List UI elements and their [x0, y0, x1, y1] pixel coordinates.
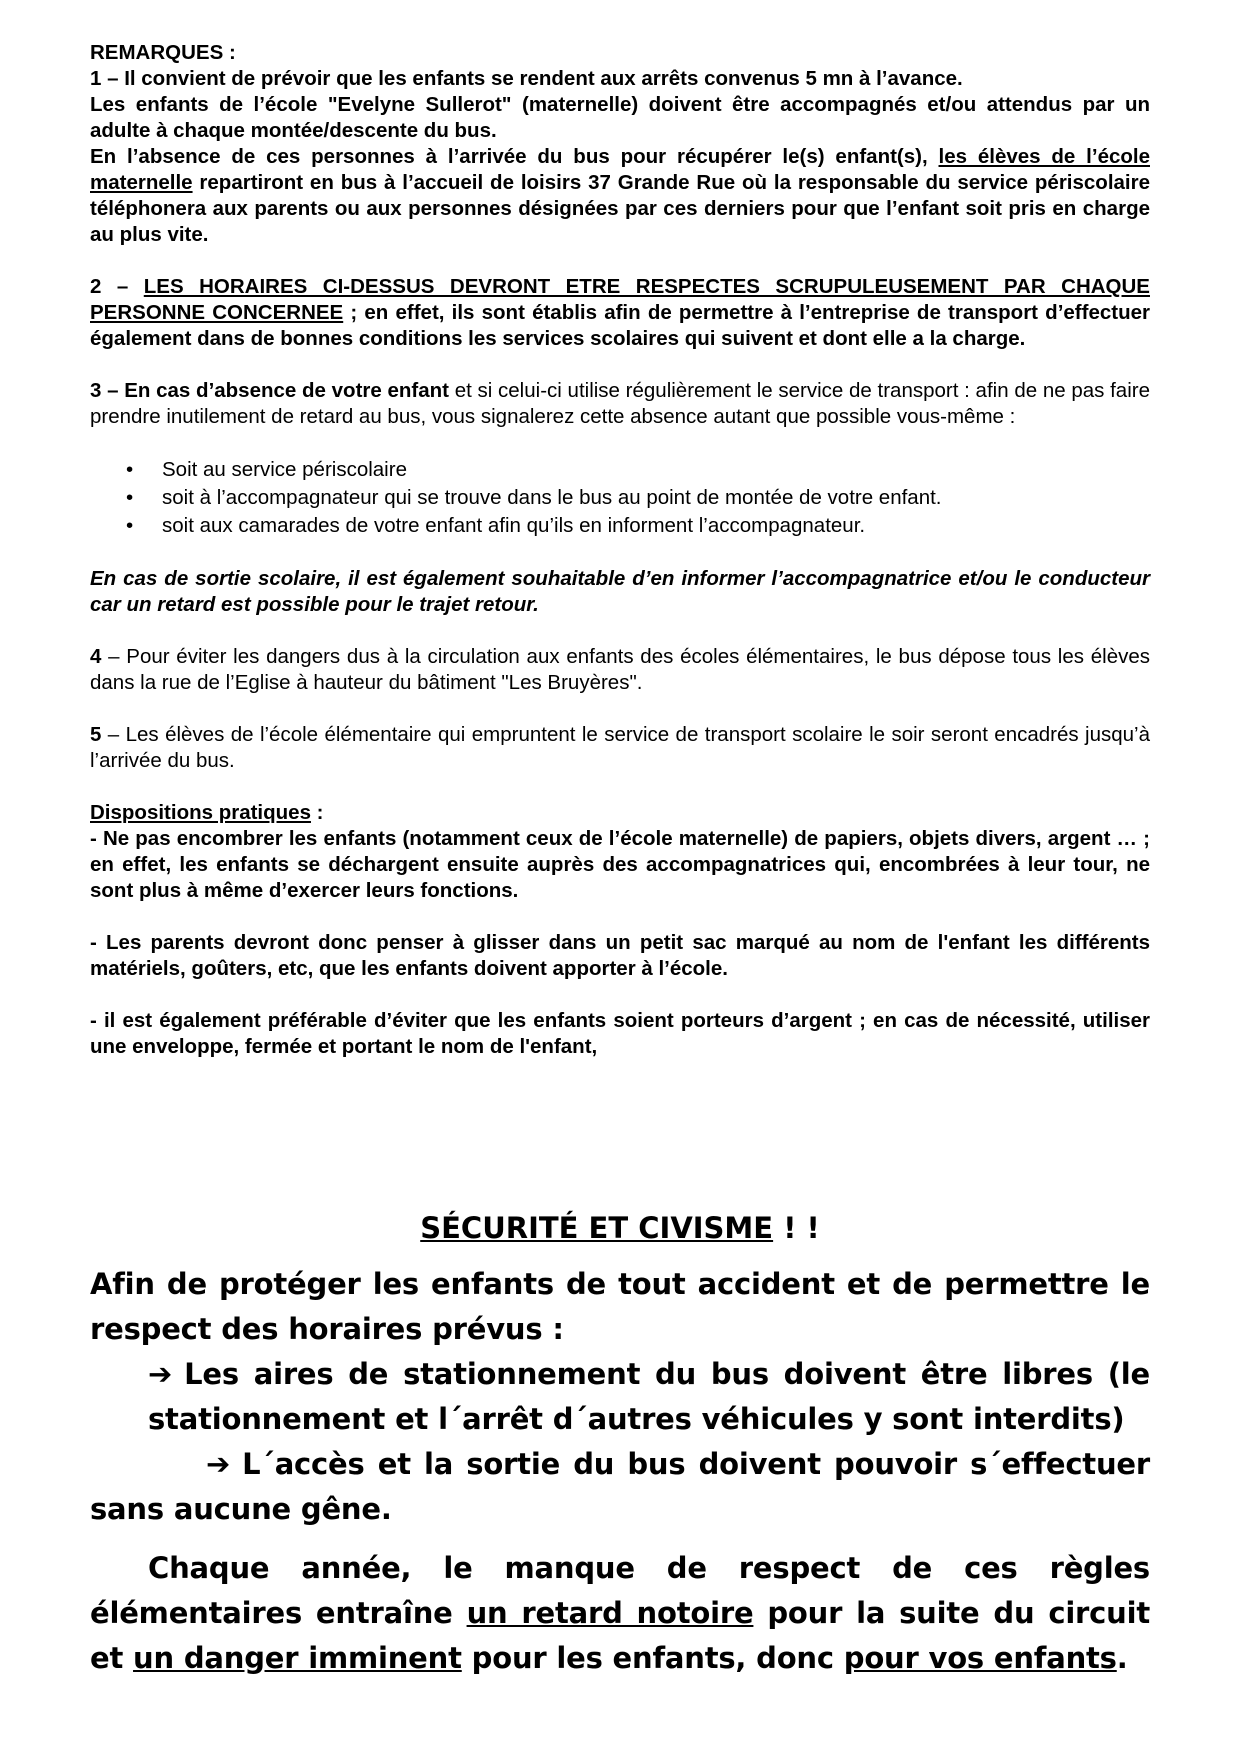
rule-2: ➔ L´accès et la sortie du bus doivent pouvoir s´effectuer sans aucune gêne.	[90, 1442, 1150, 1532]
dispositions-p3: - il est également préférable d’éviter que les enfants soient porteurs d’argent ; en cas de nécessité, utiliser une enveloppe, fermée et portant le nom de l'enfant,	[90, 1009, 1150, 1058]
item2-prefix: 2 –	[90, 275, 144, 298]
list-item: • soit à l’accompagnateur qui se trouve dans le bus au point de montée de votre enfant.	[162, 484, 1150, 512]
closing-underlined-3: pour vos enfants	[843, 1641, 1117, 1675]
item3-bold: 3 – En cas d’absence de votre enfant	[90, 379, 449, 402]
item3	[90, 378, 1150, 430]
item4-number: 4	[90, 645, 102, 668]
securite-section	[90, 1208, 1150, 1681]
item1-line3-b: repartiront en bus à l’accueil de loisirs 37 Grande Rue où la responsable du service périscolaire téléphonera aux parents ou aux personnes désignées par ces derniers pour que l’enfant soit pris en charge au plus vite.	[90, 171, 1150, 246]
remarques-heading: REMARQUES :	[90, 41, 236, 64]
item1-underlined: les élèves de l’école maternelle	[90, 145, 1150, 194]
bullet-icon: •	[126, 458, 134, 481]
arrow-right-icon: ➔	[206, 1447, 231, 1481]
bullet-icon: •	[126, 514, 134, 537]
sortie-scolaire-note: En cas de sortie scolaire, il est également souhaitable d’en informer l’accompagnatrice et/ou le conducteur car un retard est possible pour le trajet retour.	[90, 567, 1150, 616]
securite-intro: Afin de protéger les enfants de tout accident et de permettre le respect des horaires prévus :	[90, 1267, 1150, 1346]
remarques-section	[90, 40, 1150, 1060]
item3-rest: et si celui-ci utilise régulièrement le service de transport : afin de ne pas faire prendre inutilement de retard au bus, vous signalerez cette absence autant que possible vous-même :	[90, 379, 1150, 428]
closing-underlined-2: un danger imminent	[133, 1641, 462, 1675]
item5-number: 5	[90, 723, 102, 746]
item1-line3	[90, 144, 1150, 248]
securite-title: SÉCURITÉ ET CIVISME ! !	[420, 1211, 820, 1245]
closing-underlined-1: un retard notoire	[466, 1596, 754, 1630]
dispositions-title: Dispositions pratiques :	[90, 801, 324, 824]
list-item: • Soit au service périscolaire	[162, 456, 1150, 484]
rule-1: ➔ Les aires de stationnement du bus doivent être libres (le stationnement et l´arrêt d´autres véhicules y sont interdits)	[90, 1352, 1150, 1442]
item1-line1: 1 – Il convient de prévoir que les enfants se rendent aux arrêts convenus 5 mn à l’avance.	[90, 67, 963, 90]
item4-text: – Pour éviter les dangers dus à la circulation aux enfants des écoles élémentaires, le bus dépose tous les élèves dans la rue de l’Eglise à hauteur du bâtiment "Les Bruyères".	[90, 645, 1150, 694]
item5-text: – Les élèves de l’école élémentaire qui empruntent le service de transport scolaire le soir seront encadrés jusqu’à l’arrivée du bus.	[90, 723, 1150, 772]
item2-underlined: LES HORAIRES CI-DESSUS DEVRONT ETRE RESPECTES SCRUPULEUSEMENT PAR CHAQUE PERSONNE CONCERNEE	[90, 275, 1150, 324]
securite-closing: Chaque année, le manque de respect de ces règles élémentaires entraîne un retard notoire pour la suite du circuit et un danger imminent pour les enfants, donc pour vos enfants.	[90, 1551, 1151, 1675]
dispositions-p1: - Ne pas encombrer les enfants (notamment ceux de l’école maternelle) de papiers, objets divers, argent … ; en effet, les enfants se déchargent ensuite auprès des accompagnatrices qui, encombrées à leur tour, ne sont plus à même d’exercer leurs fonctions.	[90, 827, 1150, 902]
absence-bullet-list	[90, 456, 1150, 540]
arrow-right-icon: ➔	[148, 1357, 173, 1391]
item2-rest: ; en effet, ils sont établis afin de permettre à l’entreprise de transport d’effectuer également dans de bonnes conditions les services scolaires qui suivent et dont elle a la charge.	[90, 301, 1150, 350]
item2	[90, 274, 1150, 352]
item1-line3-a: En l’absence de ces personnes à l’arrivée du bus pour récupérer le(s) enfant(s),	[90, 145, 939, 168]
dispositions-p2: - Les parents devront donc penser à glisser dans un petit sac marqué au nom de l'enfant les différents matériels, goûters, etc, que les enfants doivent apporter à l’école.	[90, 931, 1150, 980]
item1-line2: Les enfants de l’école "Evelyne Sullerot" (maternelle) doivent être accompagnés et/ou attendus par un adulte à chaque montée/descente du bus.	[90, 93, 1150, 142]
list-item: • soit aux camarades de votre enfant afin qu’ils en informent l’accompagnateur.	[162, 512, 1150, 540]
bullet-icon: •	[126, 486, 134, 509]
item4	[90, 644, 1150, 696]
item5	[90, 722, 1150, 774]
